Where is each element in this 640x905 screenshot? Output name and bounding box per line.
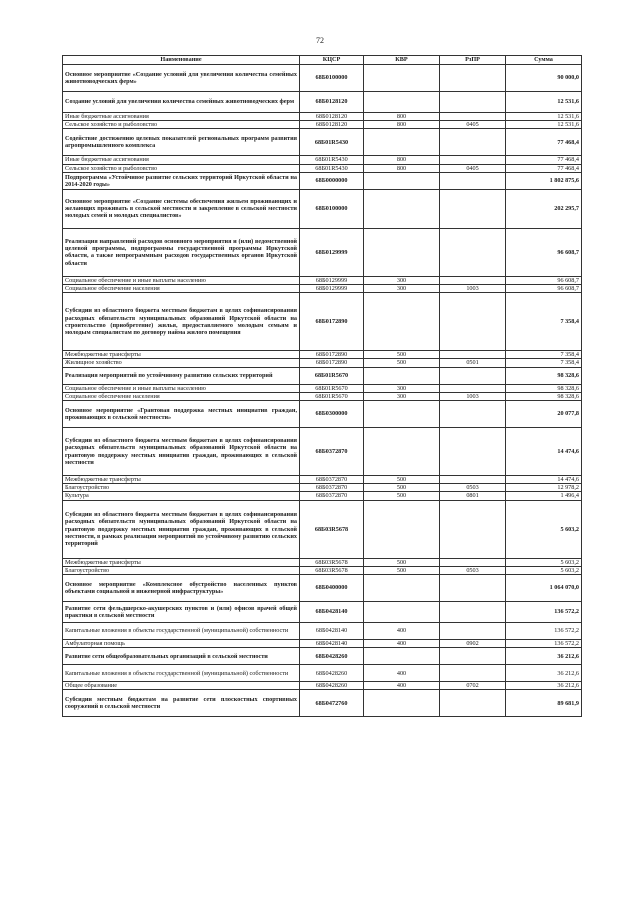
row-kvr bbox=[364, 129, 440, 156]
row-sum: 36 212,6 bbox=[506, 665, 582, 682]
row-sum: 89 681,9 bbox=[506, 690, 582, 717]
row-name: Социальное обеспечение населения bbox=[63, 392, 300, 400]
row-name: Сельское хозяйство и рыболовство bbox=[63, 121, 300, 129]
row-name: Субсидии из областного бюджета местным бюджетам в целях софинансирования расходных обязательств муниципальных образований Иркутской области на грантовую поддержку местных инициатив граждан, проживающих в сельской местности bbox=[63, 428, 300, 476]
row-name: Межбюджетные трансферты bbox=[63, 476, 300, 484]
row-kvr bbox=[364, 602, 440, 623]
row-kcsr: 68Б0400000 bbox=[300, 575, 364, 602]
row-kvr bbox=[364, 690, 440, 717]
row-name: Реализация мероприятий по устойчивому развитию сельских территорий bbox=[63, 367, 300, 384]
row-sum: 98 328,6 bbox=[506, 392, 582, 400]
row-name: Реализация направлений расходов основного мероприятия и (или) ведомственной целевой программы, подпрограммы государственной программы Иркутской области, а также непрограммным расходов государственных органов Иркутской области bbox=[63, 228, 300, 276]
table-row bbox=[63, 228, 582, 276]
row-rzpr bbox=[440, 428, 506, 476]
row-rzpr bbox=[440, 228, 506, 276]
row-kvr: 800 bbox=[364, 113, 440, 121]
row-kcsr: 68Б03R5678 bbox=[300, 500, 364, 558]
row-kcsr: 68Б01R5670 bbox=[300, 384, 364, 392]
row-kvr bbox=[364, 228, 440, 276]
table-row bbox=[63, 575, 582, 602]
row-rzpr: 0503 bbox=[440, 566, 506, 574]
row-kcsr: 68Б0128120 bbox=[300, 113, 364, 121]
row-kcsr: 68Б0172890 bbox=[300, 351, 364, 359]
row-kvr bbox=[364, 293, 440, 351]
row-rzpr bbox=[440, 401, 506, 428]
table-row bbox=[63, 566, 582, 574]
row-sum: 96 608,7 bbox=[506, 276, 582, 284]
row-kvr bbox=[364, 648, 440, 665]
row-rzpr bbox=[440, 648, 506, 665]
row-kcsr: 68Б0428140 bbox=[300, 623, 364, 640]
row-kcsr: 68Б0100000 bbox=[300, 65, 364, 92]
row-rzpr bbox=[440, 276, 506, 284]
row-rzpr: 0503 bbox=[440, 484, 506, 492]
table-row bbox=[63, 401, 582, 428]
row-kvr: 300 bbox=[364, 384, 440, 392]
table-row bbox=[63, 492, 582, 500]
table-row bbox=[63, 484, 582, 492]
table-row bbox=[63, 384, 582, 392]
row-kcsr: 68Б0372870 bbox=[300, 476, 364, 484]
row-kvr: 800 bbox=[364, 164, 440, 172]
table-row bbox=[63, 121, 582, 129]
table-row bbox=[63, 172, 582, 189]
row-sum: 14 474,6 bbox=[506, 476, 582, 484]
row-rzpr: 0902 bbox=[440, 640, 506, 648]
row-sum: 5 603,2 bbox=[506, 566, 582, 574]
table-row bbox=[63, 293, 582, 351]
row-name: Социальное обеспечение населения bbox=[63, 285, 300, 293]
row-rzpr bbox=[440, 172, 506, 189]
row-rzpr: 1003 bbox=[440, 392, 506, 400]
row-rzpr: 0801 bbox=[440, 492, 506, 500]
row-sum: 7 358,4 bbox=[506, 359, 582, 367]
row-kvr: 400 bbox=[364, 682, 440, 690]
row-rzpr bbox=[440, 189, 506, 228]
row-sum: 1 496,4 bbox=[506, 492, 582, 500]
row-name: Субсидии из областного бюджета местным бюджетам в целях софинансирования расходных обязательств муниципальных образований Иркутской области на грантовую поддержку местных инициатив граждан, проживающих в сельской местности, в рамках реализации мероприятий по устойчивому развитию сельских территорий bbox=[63, 500, 300, 558]
row-kcsr: 68Б03R5678 bbox=[300, 566, 364, 574]
row-kcsr: 68Б0172890 bbox=[300, 359, 364, 367]
table-row bbox=[63, 351, 582, 359]
row-sum: 5 603,2 bbox=[506, 558, 582, 566]
row-rzpr: 0702 bbox=[440, 682, 506, 690]
row-kcsr: 68Б01R5430 bbox=[300, 129, 364, 156]
row-kcsr: 68Б0129999 bbox=[300, 228, 364, 276]
row-rzpr bbox=[440, 690, 506, 717]
row-kcsr: 68Б0372870 bbox=[300, 428, 364, 476]
row-name: Капитальные вложения в объекты государственной (муниципальной) собственности bbox=[63, 665, 300, 682]
header-name: Наименование bbox=[63, 56, 300, 65]
row-sum: 202 295,7 bbox=[506, 189, 582, 228]
table-row bbox=[63, 164, 582, 172]
budget-table bbox=[62, 55, 582, 717]
table-row bbox=[63, 65, 582, 92]
table-row bbox=[63, 92, 582, 113]
row-name: Основное мероприятие «Создание системы обеспечения жильем проживающих и желающих проживать в сельской местности и закрепление в сельской местности молодых семей и молодых специалистов» bbox=[63, 189, 300, 228]
row-sum: 5 603,2 bbox=[506, 500, 582, 558]
row-sum: 20 077,8 bbox=[506, 401, 582, 428]
row-kcsr: 68Б0428140 bbox=[300, 640, 364, 648]
table-row bbox=[63, 623, 582, 640]
row-name: Культура bbox=[63, 492, 300, 500]
row-rzpr bbox=[440, 575, 506, 602]
row-kcsr: 68Б01R5430 bbox=[300, 156, 364, 164]
header-kvr: КВР bbox=[364, 56, 440, 65]
table-row bbox=[63, 500, 582, 558]
row-name: Межбюджетные трансферты bbox=[63, 558, 300, 566]
row-kvr: 500 bbox=[364, 351, 440, 359]
table-row bbox=[63, 113, 582, 121]
row-kvr: 300 bbox=[364, 285, 440, 293]
row-kcsr: 68Б03R5678 bbox=[300, 558, 364, 566]
table-row bbox=[63, 648, 582, 665]
row-rzpr bbox=[440, 665, 506, 682]
row-kcsr: 68Б0428140 bbox=[300, 602, 364, 623]
row-kcsr: 68Б0129999 bbox=[300, 285, 364, 293]
row-kcsr: 68Б0300000 bbox=[300, 401, 364, 428]
row-kvr: 500 bbox=[364, 476, 440, 484]
row-rzpr bbox=[440, 293, 506, 351]
row-kcsr: 68Б0129999 bbox=[300, 276, 364, 284]
table-row bbox=[63, 640, 582, 648]
row-sum: 12 531,6 bbox=[506, 113, 582, 121]
row-rzpr: 1003 bbox=[440, 285, 506, 293]
row-name: Субсидии из областного бюджета местным бюджетам в целях софинансирования расходных обязательств муниципальных образований Иркутской области на строительство (приобретение) жилья, предоставляемого молодым семьям и молодым специалистам по договору найма жилого помещения bbox=[63, 293, 300, 351]
row-name: Капитальные вложения в объекты государственной (муниципальной) собственности bbox=[63, 623, 300, 640]
row-rzpr bbox=[440, 156, 506, 164]
row-name: Подпрограмма «Устойчивое развитие сельских территорий Иркутской области на 2014-2020 годы» bbox=[63, 172, 300, 189]
row-kcsr: 68Б0100000 bbox=[300, 189, 364, 228]
row-sum: 136 572,2 bbox=[506, 623, 582, 640]
row-kcsr: 68Б0372870 bbox=[300, 484, 364, 492]
row-rzpr: 0501 bbox=[440, 359, 506, 367]
row-sum: 7 358,4 bbox=[506, 293, 582, 351]
table-row bbox=[63, 665, 582, 682]
header-rzpr: РзПР bbox=[440, 56, 506, 65]
row-kcsr: 68Б0128120 bbox=[300, 92, 364, 113]
row-sum: 77 468,4 bbox=[506, 156, 582, 164]
row-sum: 98 328,6 bbox=[506, 367, 582, 384]
table-row bbox=[63, 690, 582, 717]
row-kvr: 400 bbox=[364, 640, 440, 648]
row-rzpr bbox=[440, 129, 506, 156]
row-kcsr: 68Б0128120 bbox=[300, 121, 364, 129]
row-kcsr: 68Б01R5670 bbox=[300, 367, 364, 384]
row-sum: 136 572,2 bbox=[506, 640, 582, 648]
row-sum: 1 802 875,6 bbox=[506, 172, 582, 189]
row-kvr: 300 bbox=[364, 276, 440, 284]
row-name: Благоустройство bbox=[63, 566, 300, 574]
row-kcsr: 68Б0172890 bbox=[300, 293, 364, 351]
table-row bbox=[63, 276, 582, 284]
row-kvr: 800 bbox=[364, 121, 440, 129]
row-kvr bbox=[364, 189, 440, 228]
row-sum: 12 531,6 bbox=[506, 121, 582, 129]
row-name: Общее образование bbox=[63, 682, 300, 690]
row-sum: 12 978,2 bbox=[506, 484, 582, 492]
table-row bbox=[63, 129, 582, 156]
row-sum: 12 531,6 bbox=[506, 92, 582, 113]
row-name: Содействие достижению целевых показателей региональных программ развития агропромышленного комплекса bbox=[63, 129, 300, 156]
row-sum: 136 572,2 bbox=[506, 602, 582, 623]
row-kvr bbox=[364, 172, 440, 189]
row-name: Основное мероприятие «Создание условий для увеличения количества семейных животноводческих ферм» bbox=[63, 65, 300, 92]
row-kcsr: 68Б0428260 bbox=[300, 665, 364, 682]
row-kcsr: 68Б0428260 bbox=[300, 682, 364, 690]
row-rzpr bbox=[440, 113, 506, 121]
row-kvr: 300 bbox=[364, 392, 440, 400]
row-kcsr: 68Б0472760 bbox=[300, 690, 364, 717]
row-name: Развитие сети фельдшерско-акушерских пунктов и (или) офисов врачей общей практики в сельской местности bbox=[63, 602, 300, 623]
row-kvr bbox=[364, 65, 440, 92]
row-name: Амбулаторная помощь bbox=[63, 640, 300, 648]
row-rzpr bbox=[440, 558, 506, 566]
row-kcsr: 68Б0000000 bbox=[300, 172, 364, 189]
table-row bbox=[63, 367, 582, 384]
row-kvr bbox=[364, 575, 440, 602]
row-rzpr bbox=[440, 65, 506, 92]
row-rzpr bbox=[440, 351, 506, 359]
row-sum: 1 064 070,0 bbox=[506, 575, 582, 602]
row-rzpr bbox=[440, 92, 506, 113]
row-name: Социальное обеспечение и иные выплаты населению bbox=[63, 276, 300, 284]
row-name: Создание условий для увеличения количества семейных животноводческих ферм bbox=[63, 92, 300, 113]
row-name: Субсидии местным бюджетам на развитие сети плоскостных спортивных сооружений в сельской местности bbox=[63, 690, 300, 717]
row-kvr bbox=[364, 500, 440, 558]
row-name: Основное мероприятие «Грантовая поддержка местных инициатив граждан, проживающих в сельской местности» bbox=[63, 401, 300, 428]
row-rzpr: 0405 bbox=[440, 121, 506, 129]
row-kvr: 500 bbox=[364, 492, 440, 500]
row-sum: 7 358,4 bbox=[506, 351, 582, 359]
row-sum: 36 212,6 bbox=[506, 682, 582, 690]
row-kvr bbox=[364, 428, 440, 476]
row-kcsr: 68Б01R5430 bbox=[300, 164, 364, 172]
row-kcsr: 68Б0372870 bbox=[300, 492, 364, 500]
table-row bbox=[63, 392, 582, 400]
row-rzpr bbox=[440, 367, 506, 384]
row-name: Основное мероприятие «Комплексное обустройство населенных пунктов объектами социальной и инженерной инфраструктуры» bbox=[63, 575, 300, 602]
row-sum: 98 328,6 bbox=[506, 384, 582, 392]
table-header-row bbox=[63, 56, 582, 65]
table-row bbox=[63, 602, 582, 623]
row-kvr: 400 bbox=[364, 623, 440, 640]
row-kvr bbox=[364, 401, 440, 428]
table-row bbox=[63, 476, 582, 484]
row-name: Сельское хозяйство и рыболовство bbox=[63, 164, 300, 172]
row-kvr: 500 bbox=[364, 484, 440, 492]
row-rzpr bbox=[440, 602, 506, 623]
row-kvr bbox=[364, 92, 440, 113]
row-kvr: 400 bbox=[364, 665, 440, 682]
header-sum: Сумма bbox=[506, 56, 582, 65]
row-rzpr: 0405 bbox=[440, 164, 506, 172]
row-kvr: 500 bbox=[364, 359, 440, 367]
table-row bbox=[63, 428, 582, 476]
row-name: Благоустройство bbox=[63, 484, 300, 492]
row-name: Жилищное хозяйство bbox=[63, 359, 300, 367]
page-number: 72 bbox=[316, 36, 324, 45]
table-row bbox=[63, 189, 582, 228]
row-kcsr: 68Б01R5670 bbox=[300, 392, 364, 400]
row-sum: 77 468,4 bbox=[506, 164, 582, 172]
row-rzpr bbox=[440, 623, 506, 640]
table-row bbox=[63, 156, 582, 164]
table-row bbox=[63, 682, 582, 690]
row-sum: 14 474,6 bbox=[506, 428, 582, 476]
row-name: Иные бюджетные ассигнования bbox=[63, 113, 300, 121]
row-kvr bbox=[364, 367, 440, 384]
row-kvr: 500 bbox=[364, 558, 440, 566]
row-sum: 36 212,6 bbox=[506, 648, 582, 665]
row-rzpr bbox=[440, 384, 506, 392]
row-name: Межбюджетные трансферты bbox=[63, 351, 300, 359]
header-kcsr: КЦСР bbox=[300, 56, 364, 65]
row-sum: 96 608,7 bbox=[506, 228, 582, 276]
row-rzpr bbox=[440, 500, 506, 558]
row-sum: 96 608,7 bbox=[506, 285, 582, 293]
table-row bbox=[63, 359, 582, 367]
row-sum: 77 468,4 bbox=[506, 129, 582, 156]
row-kvr: 800 bbox=[364, 156, 440, 164]
row-name: Развитие сети общеобразовательных организаций в сельской местности bbox=[63, 648, 300, 665]
row-kcsr: 68Б0428260 bbox=[300, 648, 364, 665]
row-sum: 90 000,0 bbox=[506, 65, 582, 92]
row-rzpr bbox=[440, 476, 506, 484]
row-kvr: 500 bbox=[364, 566, 440, 574]
table-row bbox=[63, 558, 582, 566]
row-name: Иные бюджетные ассигнования bbox=[63, 156, 300, 164]
table-row bbox=[63, 285, 582, 293]
row-name: Социальное обеспечение и иные выплаты населению bbox=[63, 384, 300, 392]
